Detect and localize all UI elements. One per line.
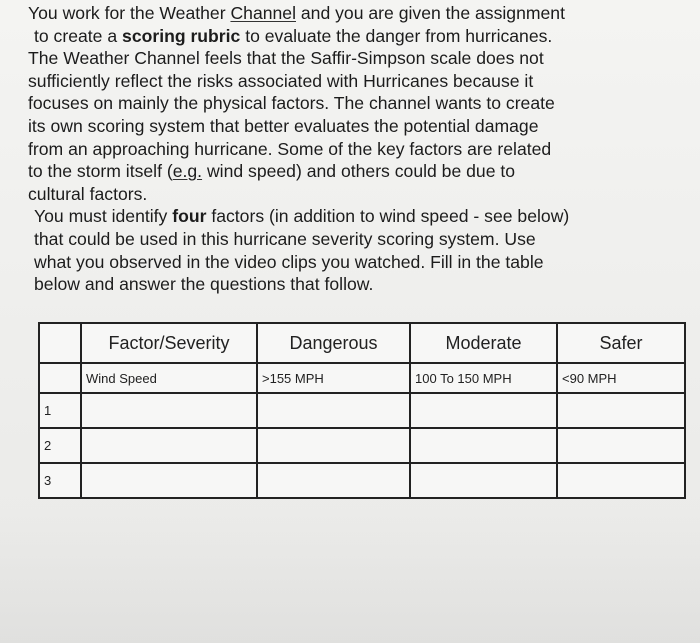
dangerous-input-cell[interactable] xyxy=(257,428,410,463)
moderate-input-cell[interactable] xyxy=(410,428,557,463)
header-dangerous: Dangerous xyxy=(257,323,410,363)
table-row xyxy=(39,463,685,498)
text-line xyxy=(28,160,668,183)
wind-speed-label: Wind Speed xyxy=(81,363,257,393)
text-span: and you are given the assignment xyxy=(296,3,565,23)
text-line: sufficiently reflect the risks associated with Hurricanes because it xyxy=(28,70,534,91)
header-safer: Safer xyxy=(557,323,685,363)
factor-input-cell[interactable] xyxy=(81,428,257,463)
table-row xyxy=(39,393,685,428)
channel-underlined-word: Channel xyxy=(230,3,296,23)
wind-safer-value: <90 MPH xyxy=(557,363,685,393)
header-factor-severity: Factor/Severity xyxy=(81,323,257,363)
text-span: factors (in addition to wind speed - see below) xyxy=(206,206,570,227)
factor-input-cell[interactable] xyxy=(81,393,257,428)
text-line: from an approaching hurricane. Some of the key factors are related xyxy=(28,138,552,159)
text-line xyxy=(28,205,668,228)
safer-input-cell[interactable] xyxy=(557,428,685,463)
text-line: what you observed in the video clips you watched. Fill in the table xyxy=(34,251,544,272)
moderate-input-cell[interactable] xyxy=(410,463,557,498)
four-bold: four xyxy=(172,206,207,227)
text-line: The Weather Channel feels that the Saffir-Simpson scale does not xyxy=(28,48,544,69)
dangerous-input-cell[interactable] xyxy=(257,393,410,428)
safer-input-cell[interactable] xyxy=(557,463,685,498)
table-header-row xyxy=(39,323,685,363)
text-span: to create a xyxy=(34,25,123,46)
text-span: You must identify xyxy=(34,206,173,227)
text-span: to the storm itself ( xyxy=(28,161,173,182)
photo-shading xyxy=(0,513,700,643)
text-span: to evaluate the danger from hurricanes. xyxy=(240,25,553,46)
row-number: 3 xyxy=(39,463,81,498)
wind-num-cell xyxy=(39,363,81,393)
dangerous-input-cell[interactable] xyxy=(257,463,410,498)
header-cell-blank xyxy=(39,323,81,363)
row-number: 1 xyxy=(39,393,81,428)
text-line: focuses on mainly the physical factors. The channel wants to create xyxy=(28,93,555,114)
eg-underlined-word: e.g. xyxy=(172,161,203,182)
assignment-text xyxy=(28,2,668,296)
text-line: cultural factors. xyxy=(28,183,148,204)
header-moderate: Moderate xyxy=(410,323,557,363)
scoring-rubric-bold: scoring rubric xyxy=(122,25,241,46)
safer-input-cell[interactable] xyxy=(557,393,685,428)
text-span: You work for the Weather xyxy=(28,3,231,23)
text-line: that could be used in this hurricane severity scoring system. Use xyxy=(34,228,536,249)
text-line: its own scoring system that better evaluates the potential damage xyxy=(28,115,539,136)
text-line xyxy=(28,2,668,25)
wind-dangerous-value: >155 MPH xyxy=(257,363,410,393)
text-line xyxy=(28,25,668,48)
wind-moderate-value: 100 To 150 MPH xyxy=(410,363,557,393)
text-line: below and answer the questions that follow. xyxy=(34,274,374,295)
moderate-input-cell[interactable] xyxy=(410,393,557,428)
table-row-wind-speed xyxy=(39,363,685,393)
text-span: wind speed) and others could be due to xyxy=(202,161,516,182)
scoring-rubric-table xyxy=(38,322,686,499)
table-row xyxy=(39,428,685,463)
factor-input-cell[interactable] xyxy=(81,463,257,498)
row-number: 2 xyxy=(39,428,81,463)
